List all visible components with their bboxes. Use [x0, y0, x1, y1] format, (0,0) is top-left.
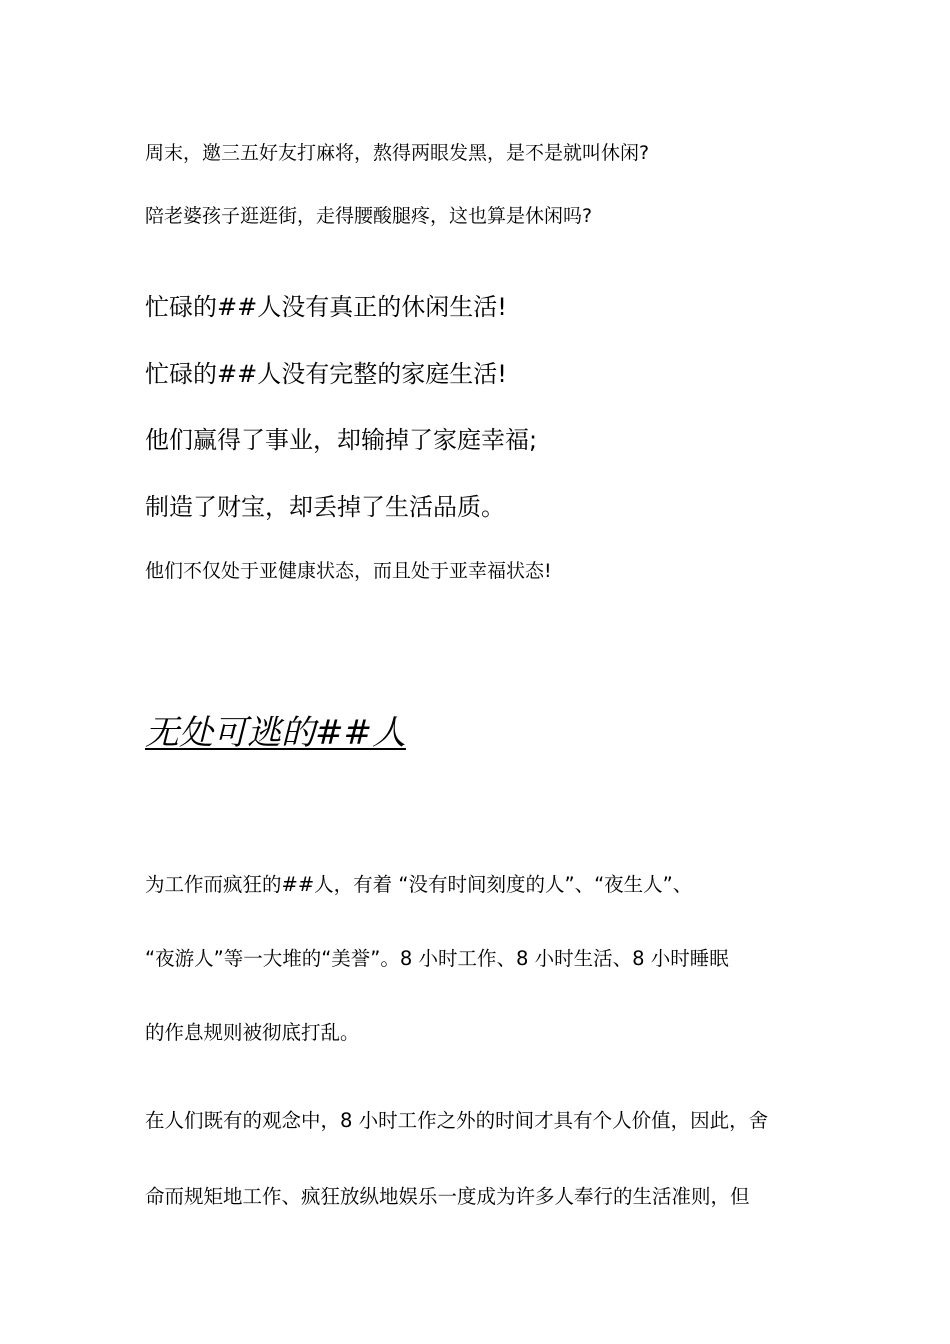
paragraph-2-line-2: 命而规矩地工作、疯狂放纵地娱乐一度成为许多人奉行的生活准则，但: [145, 1185, 750, 1208]
emphasis-line-3: 他们赢得了事业，却输掉了家庭幸福;: [145, 426, 538, 454]
paragraph-2-line-1: 在人们既有的观念中，8 小时工作之外的时间才具有个人价值，因此，舍: [145, 1109, 769, 1132]
emphasis-line-4: 制造了财宝，却丢掉了生活品质。: [145, 493, 505, 521]
paragraph-1-line-1: 为工作而疯狂的##人，有着 “没有时间刻度的人”、“夜生人”、: [145, 873, 693, 896]
emphasis-line-1: 忙碌的##人没有真正的休闲生活!: [145, 293, 507, 321]
intro-line-2: 陪老婆孩子逛逛街，走得腰酸腿疼，这也算是休闲吗?: [145, 205, 593, 227]
intro-line-1: 周末，邀三五好友打麻将，熬得两眼发黑，是不是就叫休闲?: [145, 142, 650, 164]
summary-line: 他们不仅处于亚健康状态，而且处于亚幸福状态!: [145, 560, 552, 582]
emphasis-line-2: 忙碌的##人没有完整的家庭生活!: [145, 360, 507, 388]
section-title: 无处可逃的##人: [145, 713, 406, 753]
paragraph-1-line-2: “夜游人”等一大堆的“美誉”。8 小时工作、8 小时生活、8 小时睡眠: [145, 947, 729, 970]
paragraph-1-line-3: 的作息规则被彻底打乱。: [145, 1021, 360, 1044]
